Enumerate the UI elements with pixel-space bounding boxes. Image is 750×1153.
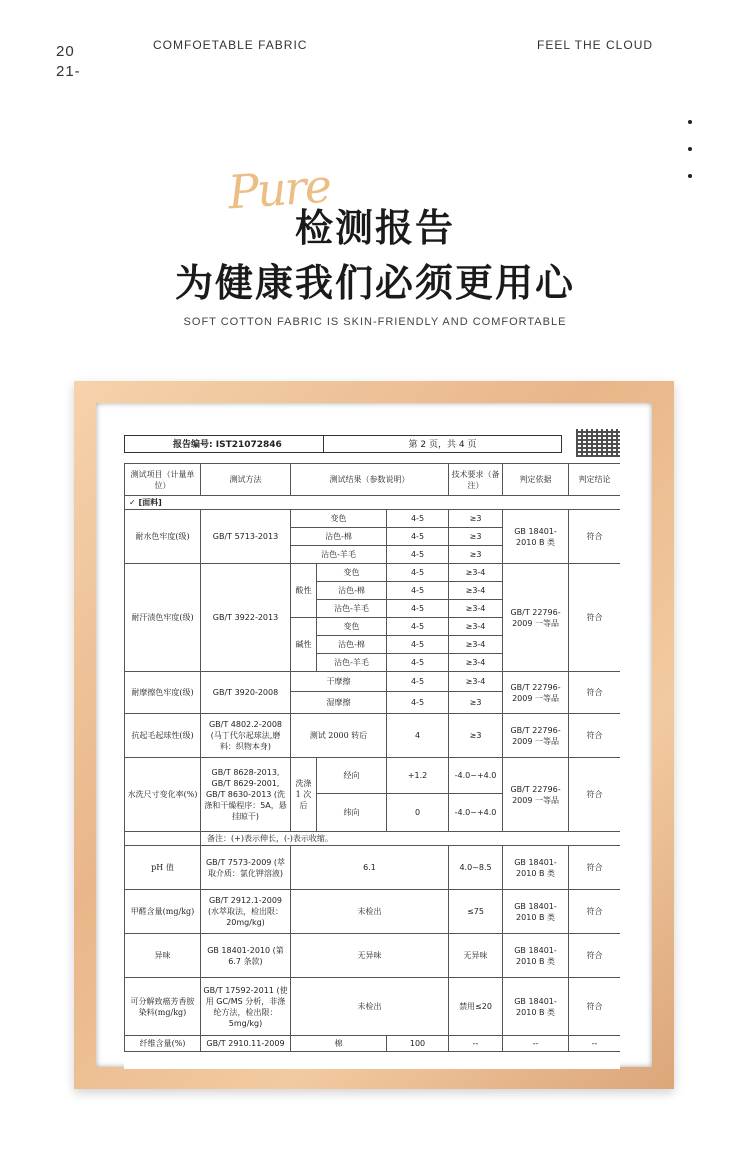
value: 无异味 [291,934,449,978]
brand-left-text: COMFOETABLE FABRIC [153,38,308,52]
sub-label: 纬向 [317,794,387,832]
note-row [125,832,621,846]
sub-label: 湿摩擦 [291,692,387,714]
sub-label: 变色 [317,618,387,636]
conclusion: 符合 [569,978,620,1036]
sub-label: 沾色-棉 [317,636,387,654]
requirement: ≤75 [449,890,503,934]
sub-label: 测试 2000 转后 [291,714,387,758]
conclusion: 符合 [569,846,620,890]
item-name: 可分解致癌芳香胺染料(mg/kg) [125,978,201,1036]
value: 4-5 [387,692,449,714]
year-bottom: 21- [56,63,81,80]
conclusion: 符合 [569,672,620,714]
col-header-item: 测试项目（计量单位） [125,464,201,496]
year-top: 20 [56,43,75,60]
table-row [125,758,621,794]
sub-label: 沾色-棉 [317,582,387,600]
table-row [125,564,621,582]
method: GB/T 8628-2013, GB/T 8629-2001, GB/T 8630-2013 (洗涤和干燥程序：5A，悬挂晾干) [201,758,291,832]
table-row [125,714,621,758]
value: 未检出 [291,890,449,934]
value: +1.2 [387,758,449,794]
conclusion: 符合 [569,890,620,934]
requirement: ≥3-4 [449,654,503,672]
requirement: -4.0~+4.0 [449,794,503,832]
empty-cell [125,832,201,846]
table-header-row [125,464,621,496]
item-name: pH 值 [125,846,201,890]
requirement: 4.0~8.5 [449,846,503,890]
table-row [125,1036,621,1052]
value: 4-5 [387,546,449,564]
value: 4-5 [387,654,449,672]
value: 4-5 [387,582,449,600]
item-name: 甲醛含量(mg/kg) [125,890,201,934]
col-header-basis: 判定依据 [503,464,569,496]
sub-label: 沾色-羊毛 [317,600,387,618]
sub-label: 干摩擦 [291,672,387,692]
section-row [125,496,621,510]
wash-times: 洗涤 1 次后 [291,758,317,832]
sub-label: 沾色-棉 [291,528,387,546]
conclusion: 符合 [569,510,620,564]
requirement: ≥3-4 [449,564,503,582]
col-header-result: 测试结果（参数说明） [291,464,449,496]
alkali-label: 碱性 [291,618,317,672]
conclusion: 符合 [569,934,620,978]
page-subtitle-cn: 为健康我们必须更用心 [174,261,575,305]
basis: GB/T 22796-2009 一等品 [503,758,569,832]
conclusion: 符合 [569,758,620,832]
sub-label: 变色 [291,510,387,528]
conclusion: 符合 [569,564,620,672]
value: 4-5 [387,510,449,528]
value: 4-5 [387,564,449,582]
item-name: 耐摩擦色牢度(级) [125,672,201,714]
script-word: Pure [226,158,332,220]
item-name: 水洗尺寸变化率(%) [125,758,201,832]
basis: GB 18401-2010 B 类 [503,978,569,1036]
value: 4-5 [387,528,449,546]
method: GB/T 4802.2-2008 (马丁代尔起球法,磨料：织物本身) [201,714,291,758]
requirement: ≥3 [449,510,503,528]
method: GB/T 7573-2009 (萃取介质：氯化钾溶液) [201,846,291,890]
requirement: ≥3-4 [449,600,503,618]
col-header-requirement: 技术要求（备注） [449,464,503,496]
method: GB/T 17592-2011 (使用 GC/MS 分析，非涤纶方法，检出限：5mg/kg) [201,978,291,1036]
qr-code-icon [576,429,620,457]
test-report-document [124,429,620,1069]
table-row [125,846,621,890]
sub-label: 沾色-羊毛 [317,654,387,672]
page-title: 检测报告 [294,206,455,250]
conclusion: -- [569,1036,620,1052]
table-row [125,890,621,934]
item-name: 异味 [125,934,201,978]
requirement: -4.0~+4.0 [449,758,503,794]
requirement: ≥3 [449,546,503,564]
conclusion: 符合 [569,714,620,758]
value: 4 [387,714,449,758]
col-header-conclusion: 判定结论 [569,464,620,496]
item-name: 耐水色牢度(级) [125,510,201,564]
page-info: 第 2 页，共 4 页 [324,435,562,453]
frame-mat [96,403,652,1067]
acid-label: 酸性 [291,564,317,618]
requirement: ≥3-4 [449,582,503,600]
value: 4-5 [387,600,449,618]
picture-frame [74,381,674,1089]
sub-label: 经向 [317,758,387,794]
method: GB/T 3920-2008 [201,672,291,714]
value: 未检出 [291,978,449,1036]
requirement: ≥3 [449,692,503,714]
table-row [125,978,621,1036]
tagline: SOFT COTTON FABRIC IS SKIN-FRIENDLY AND COMFORTABLE [183,316,567,328]
report-number: 报告编号: IST21072846 [124,435,324,453]
brand-right-text: FEEL THE CLOUD [537,38,654,52]
basis: GB/T 22796-2009 一等品 [503,564,569,672]
basis: GB 18401-2010 B 类 [503,934,569,978]
value: 4-5 [387,636,449,654]
table-row [125,934,621,978]
value: 6.1 [291,846,449,890]
report-header [124,429,620,457]
value: 0 [387,794,449,832]
requirement: -- [449,1036,503,1052]
method: GB/T 3922-2013 [201,564,291,672]
report-table [124,463,620,1052]
method: GB/T 5713-2013 [201,510,291,564]
col-header-method: 测试方法 [201,464,291,496]
basis: GB/T 22796-2009 一等品 [503,672,569,714]
item-name: 纤维含量(%) [125,1036,201,1052]
basis: GB 18401-2010 B 类 [503,510,569,564]
requirement: ≥3 [449,714,503,758]
table-row [125,510,621,528]
requirement: ≥3-4 [449,618,503,636]
basis: GB 18401-2010 B 类 [503,846,569,890]
requirement: 无异味 [449,934,503,978]
requirement: ≥3-4 [449,672,503,692]
basis: -- [503,1036,569,1052]
wash-note: 备注：(+)表示伸长，(-)表示收缩。 [201,832,621,846]
requirement: 禁用≤20 [449,978,503,1036]
method: GB/T 2910.11-2009 [201,1036,291,1052]
basis: GB 18401-2010 B 类 [503,890,569,934]
more-dots-icon [688,120,694,201]
requirement: ≥3 [449,528,503,546]
basis: GB/T 22796-2009 一等品 [503,714,569,758]
sub-label: 沾色-羊毛 [291,546,387,564]
value: 4-5 [387,672,449,692]
value: 100 [387,1036,449,1052]
item-name: 抗起毛起球性(级) [125,714,201,758]
method: GB/T 2912.1-2009 (水萃取法，检出限：20mg/kg) [201,890,291,934]
item-name: 耐汗渍色牢度(级) [125,564,201,672]
section-label: ✓ [面料] [125,496,621,510]
sub-label: 棉 [291,1036,387,1052]
requirement: ≥3-4 [449,636,503,654]
value: 4-5 [387,618,449,636]
table-row [125,672,621,692]
method: GB 18401-2010 (第 6.7 条款) [201,934,291,978]
year-label [56,42,81,82]
sub-label: 变色 [317,564,387,582]
